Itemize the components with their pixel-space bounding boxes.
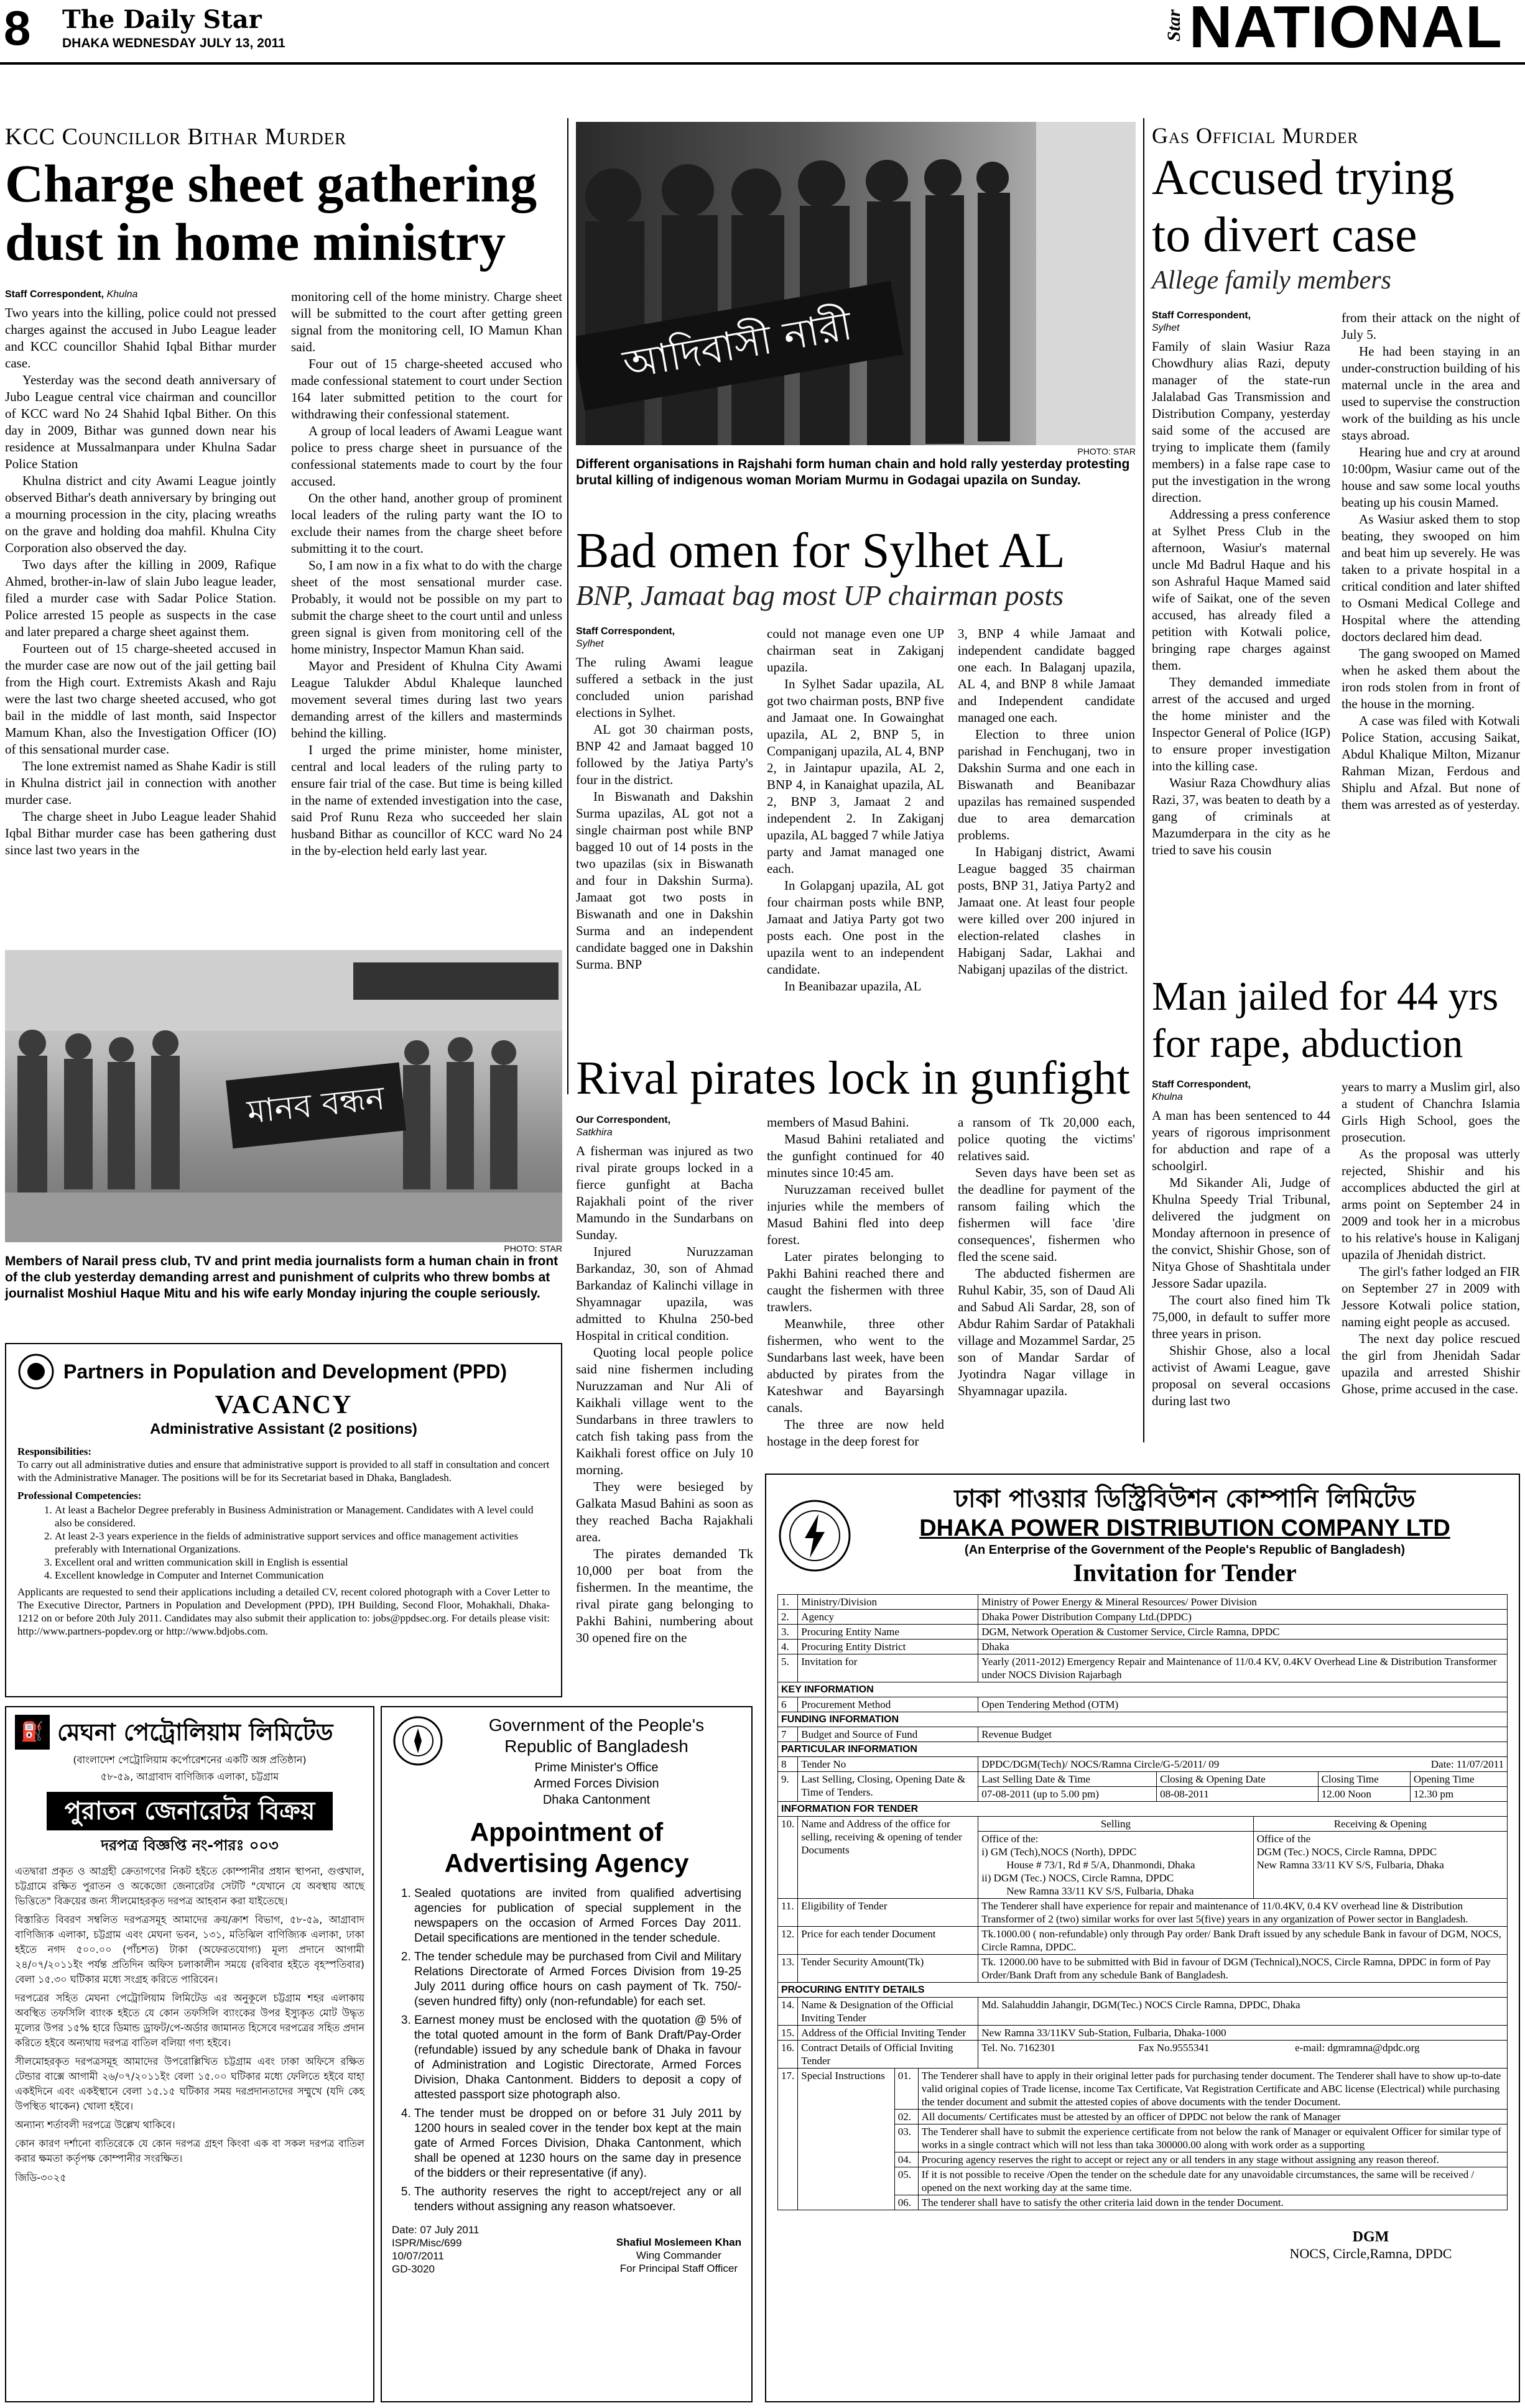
photo-caption: Members of Narail press club, TV and print media journalists form a human chain in front of the club yesterday demanding arrest and punishment of culprits who threw bombs at journalist Moshiul Haque Mitu and his wife early Monday injuring the couple seriously. [5, 1254, 559, 1301]
paragraph: বিস্তারিত বিবরণ সম্বলিত দরপত্রসমূহ আমাদের ক্রয়/ক্রাশ বিভাগ, ৫৮-৫৯, আগ্রাবাদ বাণিজ্যিক এলাকা, চট্টগ্রাম এবং মেঘনা ভবন, ১৩১, মতিঝিল বাণিজ্যিক এলাকা, ঢাকা হইতে নগদ ৫০০.০০ (পাঁচশত) টাকা (অফেরতযোগ্য) মূল্য প্রদানে আগামী ২৪/০৭/২০১১ইং পর্যন্ত প্রতিদিন অফিস চলাকালীন সময়ে (রবিবার হইতে বৃহস্পতিবার) বেলা ১৫.৩০ ঘটিকার মধ্যে সংগ্রহ করিতে পারিবেন। [15, 1914, 364, 1985]
photo-narail [5, 950, 562, 1302]
paragraph: The gang swooped on Mamed when he asked them about the iron rods stolen from in front of the house in the morning. [1342, 646, 1520, 711]
byline: Staff Correspondent, Khulna [1152, 1079, 1251, 1102]
govt-title: Republic of Bangladesh [504, 1737, 688, 1756]
govt-office: Prime Minister's Office [534, 1761, 659, 1774]
paragraph: He had been staying in an under-construction building of his maternal uncle in the area and used to supervise the construction work of the building as his uncle stays abroad. [1342, 344, 1520, 443]
paragraph: Meanwhile, three other fishermen, who went to the Sundarbans last week, have been abducted by pirates from the Kateshwar and Bayarsingh canals. [767, 1316, 944, 1415]
masthead-rule [0, 62, 1525, 65]
story-headline [5, 154, 562, 271]
paragraph: AL got 30 chairman posts, BNP 42 and Jamaat bagged 10 followed by the Jatiya Party's four in the district. [576, 722, 753, 787]
ad-signature [616, 2236, 741, 2276]
paragraph: A man has been sentenced to 44 years of rigorous imprisonment for abduction and rape of a schoolgirl. [1152, 1108, 1330, 1173]
paragraph: Khulna district and city Awami League jointly observed Bithar's death anniversary by bringing out a mourning procession in the city, placing wreaths on the grave and holding doa mahfil. Khulna City Corporation also observed the day. [5, 473, 276, 555]
paragraph: They were besieged by Galkata Masud Bahini as soon as they reached Bacha Rajakhali area. [576, 1479, 753, 1544]
story-sylhet-al [576, 524, 1136, 995]
photo-credit: PHOTO: STAR [1077, 446, 1136, 456]
paragraph: The pirates demanded Tk 10,000 per boat from the fishermen. In the meantime, the rival pirate gang belonging to Pakhi Bahini, numbering about 30 opened fire on the [576, 1546, 753, 1645]
paragraph: Seven days have been set as the deadline for payment of the ransom failing which the fishermen will face 'dire consequences', fishermen who fled the scene said. [958, 1165, 1135, 1264]
list-item: 3. Excellent oral and written communication skill in English is essential [55, 1556, 550, 1569]
paragraph: In Golapganj upazila, AL got four chairman posts while BNP, Jamaat and Jatiya Party got two posts each. One post in the upazila went to an independent candidate. [767, 878, 944, 977]
paragraph: The girl's father lodged an FIR on September 27 in 2009 with Jessore Kotwali police station, naming eight people as accused. [1342, 1264, 1520, 1329]
story-column [1152, 338, 1330, 859]
story-column [1152, 1107, 1330, 1409]
paragraph: In Habiganj district, Awami League bagged 35 chairman posts, BNP 31, Jatiya Party2 and Jamaat one. At least four people were killed over 200 injured in election-related clashes in Habiganj Sadar, Lakhai and Nabiganj upazilas of the district. [958, 844, 1135, 977]
signer-title: DGM [1352, 2229, 1389, 2245]
list-item: 1. Sealed quotations are invited from qualified advertising agencies for publication of special supplement in the newspapers on the occasion of Armed Forces Day 2011. Detail specifications are mentioned in the tender schedule. [414, 1886, 741, 1946]
ad-notice-no: দরপত্র বিজ্ঞপ্তি নং-পারঃ ০০৩ [101, 1837, 279, 1854]
paragraph: The court also fined him Tk 75,000, in default to suffer more three years in prison. [1152, 1293, 1330, 1341]
ad-title: VACANCY [215, 1391, 353, 1419]
paragraph: Masud Bahini retaliated and the gunfight continued for 40 minutes since 10:45 am. [767, 1132, 944, 1180]
story-subheadline: Allege family members [1152, 266, 1391, 295]
story-headline: Rival pirates lock in gunfight [576, 1052, 1130, 1104]
paragraph: Quoting local people police said nine fishermen including Nuruzzaman and Nur Ali of Kaikhali village went to the Sundarbans in three trawlers to catch fish taking pass from the Kaikhali forest office on July 10 morning. [576, 1345, 753, 1477]
paragraph: a ransom of Tk 20,000 each, police quoting the victims' relatives said. [958, 1115, 1135, 1163]
list-item: 1. At least a Bachelor Degree preferably in Business Administration or Management. Candidates with A level could also be considered. [55, 1503, 550, 1529]
story-kicker: Gas Official Murder [1152, 123, 1359, 148]
paragraph: In Biswanath and Dakshin Surma upazilas, AL got not a single chairman post while BNP bagged 10 out of 14 posts in the two upazilas (six in Biswanath and four in Dakshin Surma). Jamaat got two posts in Biswanath and one in Dakshin Surma and an independent candidate bagged one in Dakshin Surma. BNP [576, 789, 753, 972]
byline: Our Correspondent, Satkhira [576, 1115, 671, 1138]
headline-line: Accused trying [1152, 150, 1455, 205]
paragraph: Mayor and President of Khulna City Awami League Talukder Abdul Khaleque launched movement several times during last two years demanding arrest of the killers and masterminds behind the killing. [291, 658, 562, 740]
headline-line: dust in home ministry [5, 212, 506, 272]
paragraph: As the proposal was utterly rejected, Shishir and his accomplices abducted the girl at arms point on September 24 in 2009 and took her in a microbus to his relative's house in Kaliganj upazila of Jhenidah district. [1342, 1146, 1520, 1262]
table-section: KEY INFORMATION [778, 1682, 1508, 1697]
headline-line: Appointment of [470, 1817, 664, 1847]
paragraph: The three are now held hostage in the deep forest for [767, 1417, 944, 1449]
ad-org-sub: (বাংলাদেশ পেট্রোলিয়াম কর্পোরেশনের একটি অঙ্গ প্রতিষ্ঠান) [73, 1754, 307, 1766]
list-item: 4. Excellent knowledge in Computer and Internet Communication [55, 1569, 550, 1582]
paragraph: Addressing a press conference at Sylhet Press Club in the afternoon, Wasiur's maternal uncle Md Badrul Haque and his son Ashraful Haque Mamed said wife of Saikat, one of the seven accused, has already filed a petition with Kotwali police, bringing rape charges against them. [1152, 507, 1330, 673]
section-title: NATIONAL [1189, 0, 1503, 60]
paragraph: from their attack on the night of July 5. [1342, 310, 1520, 342]
table-row: 12. Price for each tender Document Tk.1000.00 ( non-refundable) only through Pay order/ Bank Draft issued by any schedule Bank in favour of DGM, NOCS, Circle Ramna, DPDC. [778, 1927, 1508, 1955]
photo-banner: আদিবাসী নারী [576, 281, 903, 410]
table-row: 14. Name & Designation of the Official Inviting Tender Md. Salahuddin Jahangir, DGM(Tec.) NOCS Circle Ramna, DPDC, Dhaka [778, 1998, 1508, 2026]
paragraph: Shishir Ghose, also a local activist of Awami League, gave proposal on several occasions during last two [1152, 1343, 1330, 1408]
table-row: 1. Ministry/Division Ministry of Power Energy & Mineral Resources/ Power Division [778, 1595, 1508, 1610]
table-section: INFORMATION FOR TENDER [778, 1802, 1508, 1817]
paragraph: A group of local leaders of Awami League want police to press charge sheet in pursuance of the confessional statements made to court by the four accused. [291, 423, 562, 489]
ad-dpdc-tender [765, 1474, 1520, 2402]
apply-text: Applicants are requested to send their applications including a detailed CV, recent colored photograph with a Cover Letter to The Executive Director, Partners in Population and Development (PPD), IPH Building, Second Floor, Mohakhali, Dhaka-1212 on or before 20th July 2011. Candidates may also submit their application to: jobs@ppdsec.org. For details please visit: http://www.partners-popdev.org or http://www.bdjobs.com. [17, 1586, 550, 1637]
paragraph: They demanded immediate arrest of the accused and urged the home minister and the Inspector General of Police (IGP) to ensure proper investigation into the killing case. [1152, 675, 1330, 773]
byline: Staff Correspondent, Sylhet [1152, 310, 1251, 333]
headline-line: for rape, abduction [1152, 1021, 1463, 1066]
paragraph: members of Masud Bahini. [767, 1115, 909, 1130]
paragraph: A fisherman was injured as two rival pirate groups locked in a fierce gunfight at Bacha Rajakhali point of the river Mamundo in the Sundarbans on Sunday. [576, 1143, 753, 1242]
paragraph: Nuruzzaman received bullet injuries while the members of Masud Bahini fled into deep forest. [767, 1182, 944, 1247]
story-kcc-murder [5, 122, 562, 859]
paragraph: could not manage even one UP chairman seat in Zakiganj upazila. [767, 626, 944, 675]
paragraph: সীলমোহরকৃত দরপত্রসমূহ আমাদের উপরোল্লিখিত চট্টগ্রাম এবং ঢাকা অফিসে রক্ষিত টেন্ডার বাক্সে আগামী ২৬/০৭/২০১১ইং বেলা ১৫.০০ ঘটিকার মধ্যে ফেলিতে হইবে যাহা একইদিনে এবং একইস্থানে বেলা ১৫.১৫ ঘটিকার সময় দরপ্রদানতাদের সম্মুখে (যদি কেহ উপস্থিত থাকেন) খোলা হইবে। [15, 2055, 364, 2112]
paragraph: In Sylhet Sadar upazila, AL got two chairman posts, BNP five and Jamaat one. In Gowainghat upazila, AL 2, BNP 5, in Companiganj upazila, AL 4, BNP 2, in Jaintapur upazila, AL 2, BNP 4, in Kanaighat upazila, AL 2, BNP 3, Jamaat 2 and independent 2. In Zakiganj upazila, AL bagged 7 while Jatiya party and Jamat managed one each. [767, 676, 944, 876]
story-column [5, 305, 276, 859]
story-kicker: KCC Councillor Bithar Murder [5, 124, 347, 150]
list-item: 2. At least 2-3 years experience in the fields of administrative support services and office management activities preferably with International Organizations. [55, 1529, 550, 1556]
ad-title: Invitation for Tender [1073, 1559, 1297, 1587]
paragraph: Two years into the killing, police could not pressed charges against the accused in Jubo League leader and KCC councillor Shahid Iqbal Bithar murder case. [5, 305, 276, 371]
dpdc-subtitle: (An Enterprise of the Government of the People's Republic of Bangladesh) [964, 1543, 1406, 1557]
story-headline [1152, 973, 1520, 1068]
ad-ref: 10/07/2011 [392, 2250, 444, 2262]
ad-title [392, 1817, 741, 1879]
govt-office: Dhaka Cantonment [542, 1793, 651, 1807]
story-column [958, 625, 1135, 995]
ad-date: Date: 07 July 2011 [392, 2224, 480, 2236]
table-section: FUNDING INFORMATION [778, 1712, 1508, 1727]
table-row: 9. Last Selling, Closing, Opening Date & Time of Tenders. Last Selling Date & Time Closing & Opening Date Closing Time Opening Time 07-08-2011 (up to 5.00 pm) 08-08-2011 12.00 Noon 12.30 pm [778, 1772, 1508, 1802]
headline-line: Charge sheet gathering [5, 154, 537, 213]
signer-name: Shafiul Moslemeen Khan [616, 2236, 741, 2248]
paragraph: The charge sheet in Jubo League leader Shahid Iqbal Bithar murder case has been gathering dust since last two years in the [5, 809, 276, 857]
dpdc-bengali-name: ঢাকা পাওয়ার ডিস্ট্রিবিউশন কোম্পানি লিমিটেড [954, 1485, 1416, 1513]
paragraph: monitoring cell of the home ministry. Charge sheet will be submitted to the court after getting green signal from the monitoring cell, IO Mamun Khan said. [291, 289, 562, 354]
story-column [291, 288, 562, 859]
paragraph: So, I am now in a fix what to do with the charge sheet of the most sensational murder case. Probably, it would not be possible on my part to submit the charge sheet to the court until and unless green signal is given from monitoring cell of the home ministry, Inspector Mamun Khan said. [291, 558, 562, 657]
paragraph: On the other hand, another group of prominent local leaders of the ruling party want the IO to exclude their names from the charge sheet before submitting it to the court. [291, 491, 562, 556]
paragraph: The abducted fishermen are Ruhul Kabir, 35, son of Daud Ali and Sabud Ali Sardar, 28, son of Abdur Rahim Sardar of Patakhali village and Mozammel Sardar, 25 son of Mandar Sardar of Jyotindra Nagar village in Shyamnagar upazila. [958, 1266, 1135, 1398]
column-rule [567, 118, 568, 1094]
paragraph: Hearing hue and cry at around 10:00pm, Wasiur came out of the house and saw some local youths beating up his cousin Mamed. [1342, 445, 1520, 510]
dpdc-logo-icon [777, 1498, 852, 1573]
photo-banner: মানব বন্ধন [226, 1063, 406, 1149]
tender-terms [392, 1886, 741, 2215]
table-row: 6 Procurement Method Open Tendering Method (OTM) [778, 1697, 1508, 1712]
paragraph: years to marry a Muslim girl, also a student of Chanchra Islamia Girls High School, goes the prosecution. [1342, 1079, 1520, 1145]
paragraph: Yesterday was the second death anniversary of Jubo League central vice chairman and councillor of KCC ward No 24 Shahid Iqbal Bither. On this day in 2009, Bithar was gunned down near his residence at Mussalmanpara under Khulna Sadar Police Station [5, 372, 276, 471]
ad-code: জিডি-৩০২৫ [15, 2172, 67, 2184]
story-column [576, 654, 753, 973]
column-rule [1143, 118, 1144, 1442]
list-item: 4. The tender must be dropped on or before 31 July 2011 by 1200 hours in sealed cover in the tender box kept at the main gate of Armed Forces Division, Dhaka Cantonment, which shall be opened at 1230 hours on the same day in presence of the bidders or their representative (if any). [414, 2106, 741, 2181]
paragraph: Injured Nuruzzaman Barkandaz, 30, son of Ahmad Barkandaz of Kalinchi village in Shyamnagar upazila, was admitted to Khulna 250-bed Hospital in critical condition. [576, 1244, 753, 1343]
paragraph: I urged the prime minister, home minister, central and local leaders of the ruling party to ensure fair trial of the case. But time is being killed in the name of extended investigation into the case, said Prof Runu Reza who succeeded her slain husband Bithar as councillor of KCC ward No 24 in the by-election held early last year. [291, 742, 562, 858]
story-column [1342, 310, 1520, 859]
paragraph: 3, BNP 4 while Jamaat and independent candidate bagged one each. In Balaganj upazila, AL 4, and BNP 8 while Jamaat and Independent candidate managed one each. [958, 626, 1135, 725]
paragraph: Two days after the killing in 2009, Rafique Ahmed, brother-in-law of slain Jubo league leader, filed a murder case with Sadar Police Station. Police arrested 15 people as suspects in the case and later prepared a charge sheet against them. [5, 557, 276, 639]
paragraph: In Beanibazar upazila, AL [784, 979, 922, 994]
signer-office: NOCS, Circle,Ramna, DPDC [1289, 2246, 1452, 2261]
paragraph: কোন কারণ দর্শানো ব্যতিরেকে যে কোন দরপত্র গ্রহণ কিংবা এক বা সকল দরপত্র বাতিল করার ক্ষমতা কর্তৃপক্ষ কোম্পানীর সংরক্ষিত। [15, 2138, 364, 2164]
headline-line: Man jailed for 44 yrs [1152, 974, 1499, 1019]
paragraph: Wasiur Raza Chowdhury alias Razi, 37, was beaten to death by a gang of criminals at Mazumderpara in the city as he tried to save his cousin [1152, 775, 1330, 857]
ad-org: মেঘনা পেট্রোলিয়াম লিমিটেড [57, 1718, 333, 1746]
table-row: 17. Special Instructions 01. The Tenderer shall have to apply in their original letter pads for purchasing tender document. The Tenderer shall have to show up-to-date valid original copies of Trade license, income Tax Certificate, Vat Registration Certificate and ABC license (Electrical) while purchasing the tender document and submit the attested copies of above documents with the tender Document. 02. All documents/ Certificates must be attested by an officer of DPDC not below the rank of Manager 03. The Tenderer shall have to submit the experience certificate from not below the rank of Manager or equivalent Officer for similar type of works in a single contract which will not less than taka 300000.00 along with work order as a supporting 04. Procuring agency reserves the right to accept or reject any or all tenders in any stage without assigning any reason thereof. 05. If it is not possible to receive /Open the tender on the schedule date for any unavoidable circumstances, the same will be received / opened on the next working day at the same time. 06. The tenderer shall have to satisfy the other criteria laid down in the tender Document. [778, 2069, 1508, 2210]
headline-line: to divert case [1152, 208, 1417, 262]
table-row: 3. Procuring Entity Name DGM, Network Operation & Customer Service, Circle Ramna, DPDC [778, 1625, 1508, 1640]
paragraph: অন্যান্য শর্তাবলী দরপত্রে উল্লেখ থাকিবে। [15, 2119, 175, 2131]
paragraph: Md Sikander Ali, Judge of Khulna Speedy Trial Tribunal, delivered the judgment on Monday afternoon in presence of the convict, Shishir Ghose, son of Nitya Ghose of Shashtitala under Jessore Sadar upazila. [1152, 1175, 1330, 1291]
meghna-logo-icon: ⛽ [15, 1715, 50, 1750]
ad-title: পুরাতন জেনারেটর বিক্রয় [47, 1792, 333, 1830]
table-row: 15. Address of the Official Inviting Tender New Ramna 33/11KV Sub-Station, Fulbaria, Dhaka-1000 [778, 2026, 1508, 2041]
list-item: 2. The tender schedule may be purchased from Civil and Military Relations Directorate of Armed Forces Division from 19-25 July 2011 during office hours on cash payment of Tk. 750/- (seven hundred fifty) only (non-refundable) for each set. [414, 1950, 741, 2009]
story-subheadline: BNP, Jamaat bag most UP chairman posts [576, 579, 1064, 611]
paper-name: The Daily Star [62, 5, 262, 34]
news-photo [5, 950, 562, 1242]
story-gas-official [1152, 122, 1520, 859]
govt-emblem-icon [392, 1715, 444, 1767]
resp-heading: Responsibilities: [17, 1446, 92, 1457]
table-section: PARTICULAR INFORMATION [778, 1742, 1508, 1757]
paragraph: এতদ্বারা প্রকৃত ও আগ্রহী ক্রেতাগণের নিকট হইতে কোম্পানীর প্রধান স্থাপনা, গুপ্তখাল, চট্টগ্রামে রক্ষিত পুরাতন ও অকেজো জেনারেটর সেটটি "যেখানে যে অবস্থায় আছে ভিত্তিতে" বিক্রয়ের জন্য সীলমোহরকৃত দরপত্র আহবান করা যাইতেছে। [15, 1865, 364, 1907]
ad-ref: GD-3020 [392, 2263, 435, 2275]
competency-list [17, 1503, 550, 1582]
photo-caption: Different organisations in Rajshahi form human chain and hold rally yesterday protesting brutal killing of indigenous woman Moriam Murmu in Godagai upazila on Sunday. [576, 457, 1130, 487]
comp-heading: Professional Competencies: [17, 1490, 142, 1502]
table-row: 16. Contract Details of Official Inviting Tender Tel. No. 7162301 Fax No.9555341 e-mail: dgmramna@dpdc.org [778, 2041, 1508, 2069]
paragraph: দরপত্রের সহিত মেঘনা পেট্রোলিয়াম লিমিটেড এর অনুকূলে চট্টগ্রাম শহর এলাকায় অবস্থিত তফসিলি ব্যাংক হইতে যে কোন তফসিলি ব্যাংকের উপর ইস্যুকৃত মোট উদ্ধৃত মূল্যের উপর ১৫% হারে ডিমান্ড ড্রাফট/পে-অর্ডার জামানত হিসেবে দরপত্রের সহিত প্রদান করিতে হইবে অন্যথায় দরপত্র বাতিল বলিয়া গণ্য হইবে। [15, 1992, 364, 2049]
ad-address: ৫৮-৫৯, আগ্রাবাদ বাণিজ্যিক এলাকা, চট্টগ্রাম [100, 1771, 279, 1783]
ad-ppd-vacancy [5, 1343, 562, 1697]
list-item: 5. The authority reserves the right to accept/reject any or all tenders without assigning any reason whatsoever. [414, 2185, 741, 2215]
paragraph: A case was filed with Kotwali Police Station, accusing Saikat, Abdul Khalique Milton, Mizanur Rahman Mizan, Ferdous and Shiplu and Afzal. But none of them was arrested as of yesterday. [1342, 713, 1520, 812]
ad-org: Partners in Population and Development (PPD) [63, 1360, 507, 1383]
table-row: 4. Procuring Entity District Dhaka [778, 1640, 1508, 1654]
photo-rajshahi [576, 122, 1136, 489]
story-column [767, 625, 944, 995]
paragraph: Fourteen out of 15 charge-sheeted accused in the murder case are now out of the jail getting bail from the High court. Extremists Akash and Raju were the last two charge sheeted accused, who got bail in the middle of last month, said Inspector Mamum Khan, also the Investigation Officer (IO) of this sensational murder case. [5, 641, 276, 757]
paragraph: Four out of 15 charge-sheeted accused who made confessional statement to court under Section 164 later submitted petition to the court for withdrawing their confessional statement. [291, 356, 562, 422]
dpdc-name: DHAKA POWER DISTRIBUTION COMPANY LTD [919, 1515, 1450, 1541]
list-item: 3. Earnest money must be enclosed with the quotation @ 5% of the total quoted amount in the form of Bank Draft/Pay-Order (refundable) issued by any schedule bank of Dhaka in favour of Administration and Logistic Directorate, Armed Forces Division, Dhaka Cantonment. Bidders to deposit a copy of attested passport size photograph also. [414, 2013, 741, 2103]
masthead [0, 0, 1525, 62]
news-photo [576, 122, 1136, 445]
paragraph: The next day police rescued the girl from Jhenidah Sadar upazila and arrested Shishir Ghose, prime accused in the case. [1342, 1331, 1520, 1396]
dateline: DHAKA WEDNESDAY JULY 13, 2011 [62, 36, 285, 50]
table-row: 13. Tender Security Amount(Tk) Tk. 12000.00 have to be submitted with Bid in favour of DGM (Technical),NOCS, Circle Ramna, DPDC in form of Pay Order/Bank Draft from any schedule Bank of Bangladesh. [778, 1955, 1508, 1983]
resp-text: To carry out all administrative duties and ensure that administrative support is provided to all staff in consultation and concert with the Administrative Manager. The positions will be for its Secretariat based in Dhaka, Bangladesh. [17, 1459, 550, 1483]
story-column [1342, 1079, 1520, 1409]
paragraph: As Wasiur asked them to stop beating, they swooped on him and beat him up severely. He was taken to a private hospital in a critical condition and later shifted to Osmani Medical College and Hospital where the attending doctors declared him dead. [1342, 512, 1520, 644]
table-row: 7 Budget and Source of Fund Revenue Budget [778, 1727, 1508, 1742]
story-jailed [1152, 973, 1520, 1409]
signer-title: For Principal Staff Officer [619, 2263, 738, 2274]
page-number: 8 [4, 1, 31, 55]
paragraph: Election to three union parishad in Fenchuganj, two in Dakshin Surma and one each in Biswanath and Beanibazar upazilas has remained suspended due to area demarcation problems. [958, 727, 1135, 842]
table-row: 2. Agency Dhaka Power Distribution Company Ltd.(DPDC) [778, 1610, 1508, 1625]
photo-credit: PHOTO: STAR [504, 1243, 562, 1253]
paragraph: The lone extremist named as Shahe Kadir is still in Khulna district jail in connection with another murder case. [5, 759, 276, 807]
table-row: 5. Invitation for Yearly (2011-2012) Emergency Repair and Maintenance of 11/0.4 KV, 0.4KV Overhead Line & Distribution Transformer under NOCS Division Rajarbagh [778, 1654, 1508, 1682]
govt-title: Government of the People's [488, 1715, 705, 1735]
story-headline: Bad omen for Sylhet AL [576, 524, 1065, 578]
paragraph: Later pirates belonging to Pakhi Bahini reached there and caught the fishermen with three trawlers. [767, 1249, 944, 1314]
story-column [576, 1143, 753, 1646]
govt-office: Armed Forces Division [534, 1777, 659, 1791]
table-section: PROCURING ENTITY DETAILS [778, 1983, 1508, 1998]
table-row: 8 Tender No DPDC/DGM(Tech)/ NOCS/Ramna Circle/G-5/2011/ 09 Date: 11/07/2011 [778, 1757, 1508, 1772]
ad-refs [392, 2223, 480, 2276]
paragraph: The ruling Awami league suffered a setback in the just concluded union parishad elections in Sylhet. [576, 655, 753, 720]
ad-meghna-petroleum [5, 1706, 374, 2402]
table-row: 11. Eligibility of Tender The Tenderer shall have experience for repair and maintenance of 11/0.4KV, 0.4 KV overhead line & Distribution Transformer of 2 (two) similar works for over last 5(five) years in any organization of Power sector in Bangladesh. [778, 1899, 1508, 1927]
ad-position: Administrative Assistant (2 positions) [150, 1421, 417, 1437]
ad-ref: ISPR/Misc/699 [392, 2237, 462, 2249]
ad-armed-forces [381, 1706, 753, 2402]
table-row: 10. Name and Address of the office for selling, receiving & opening of tender Documents Selling Receiving & Opening Office of the: i) GM (Tech),NOCS (North), DPDC House # 73/1, Rd # 5/A, Dhanmondi, Dhaka ii) DGM (Tec.) NOCS, Circle Ramna, DPDC New Ramna 33/11 KV S/S, Fulbaria, Dhaka Office of the DGM (Tec.) NOCS, Circle Ramna, DPDC New Ramna 33/11 KV S/S, Fulbaria, Dhaka [778, 1817, 1508, 1899]
headline-line: Advertising Agency [444, 1848, 689, 1878]
signer-title: Wing Commander [636, 2249, 721, 2261]
dpdc-signature [1259, 2229, 1483, 2262]
byline: Staff Correspondent, Khulna [5, 289, 138, 300]
byline: Staff Correspondent, Sylhet [576, 626, 675, 649]
ppd-logo-icon [17, 1353, 55, 1390]
story-headline [1152, 149, 1520, 264]
section-logo: Star [1163, 9, 1184, 42]
tender-table [777, 1594, 1508, 2210]
ad-body [15, 1864, 364, 2166]
paragraph: Family of slain Wasiur Raza Chowdhury alias Razi, deputy manager of the state-run Jalalabad Gas Transmission and Distribution Company, yesterday said some of the accused are trying to implicate them (family members) in a false rape case to put the investigation in the wrong direction. [1152, 339, 1330, 505]
